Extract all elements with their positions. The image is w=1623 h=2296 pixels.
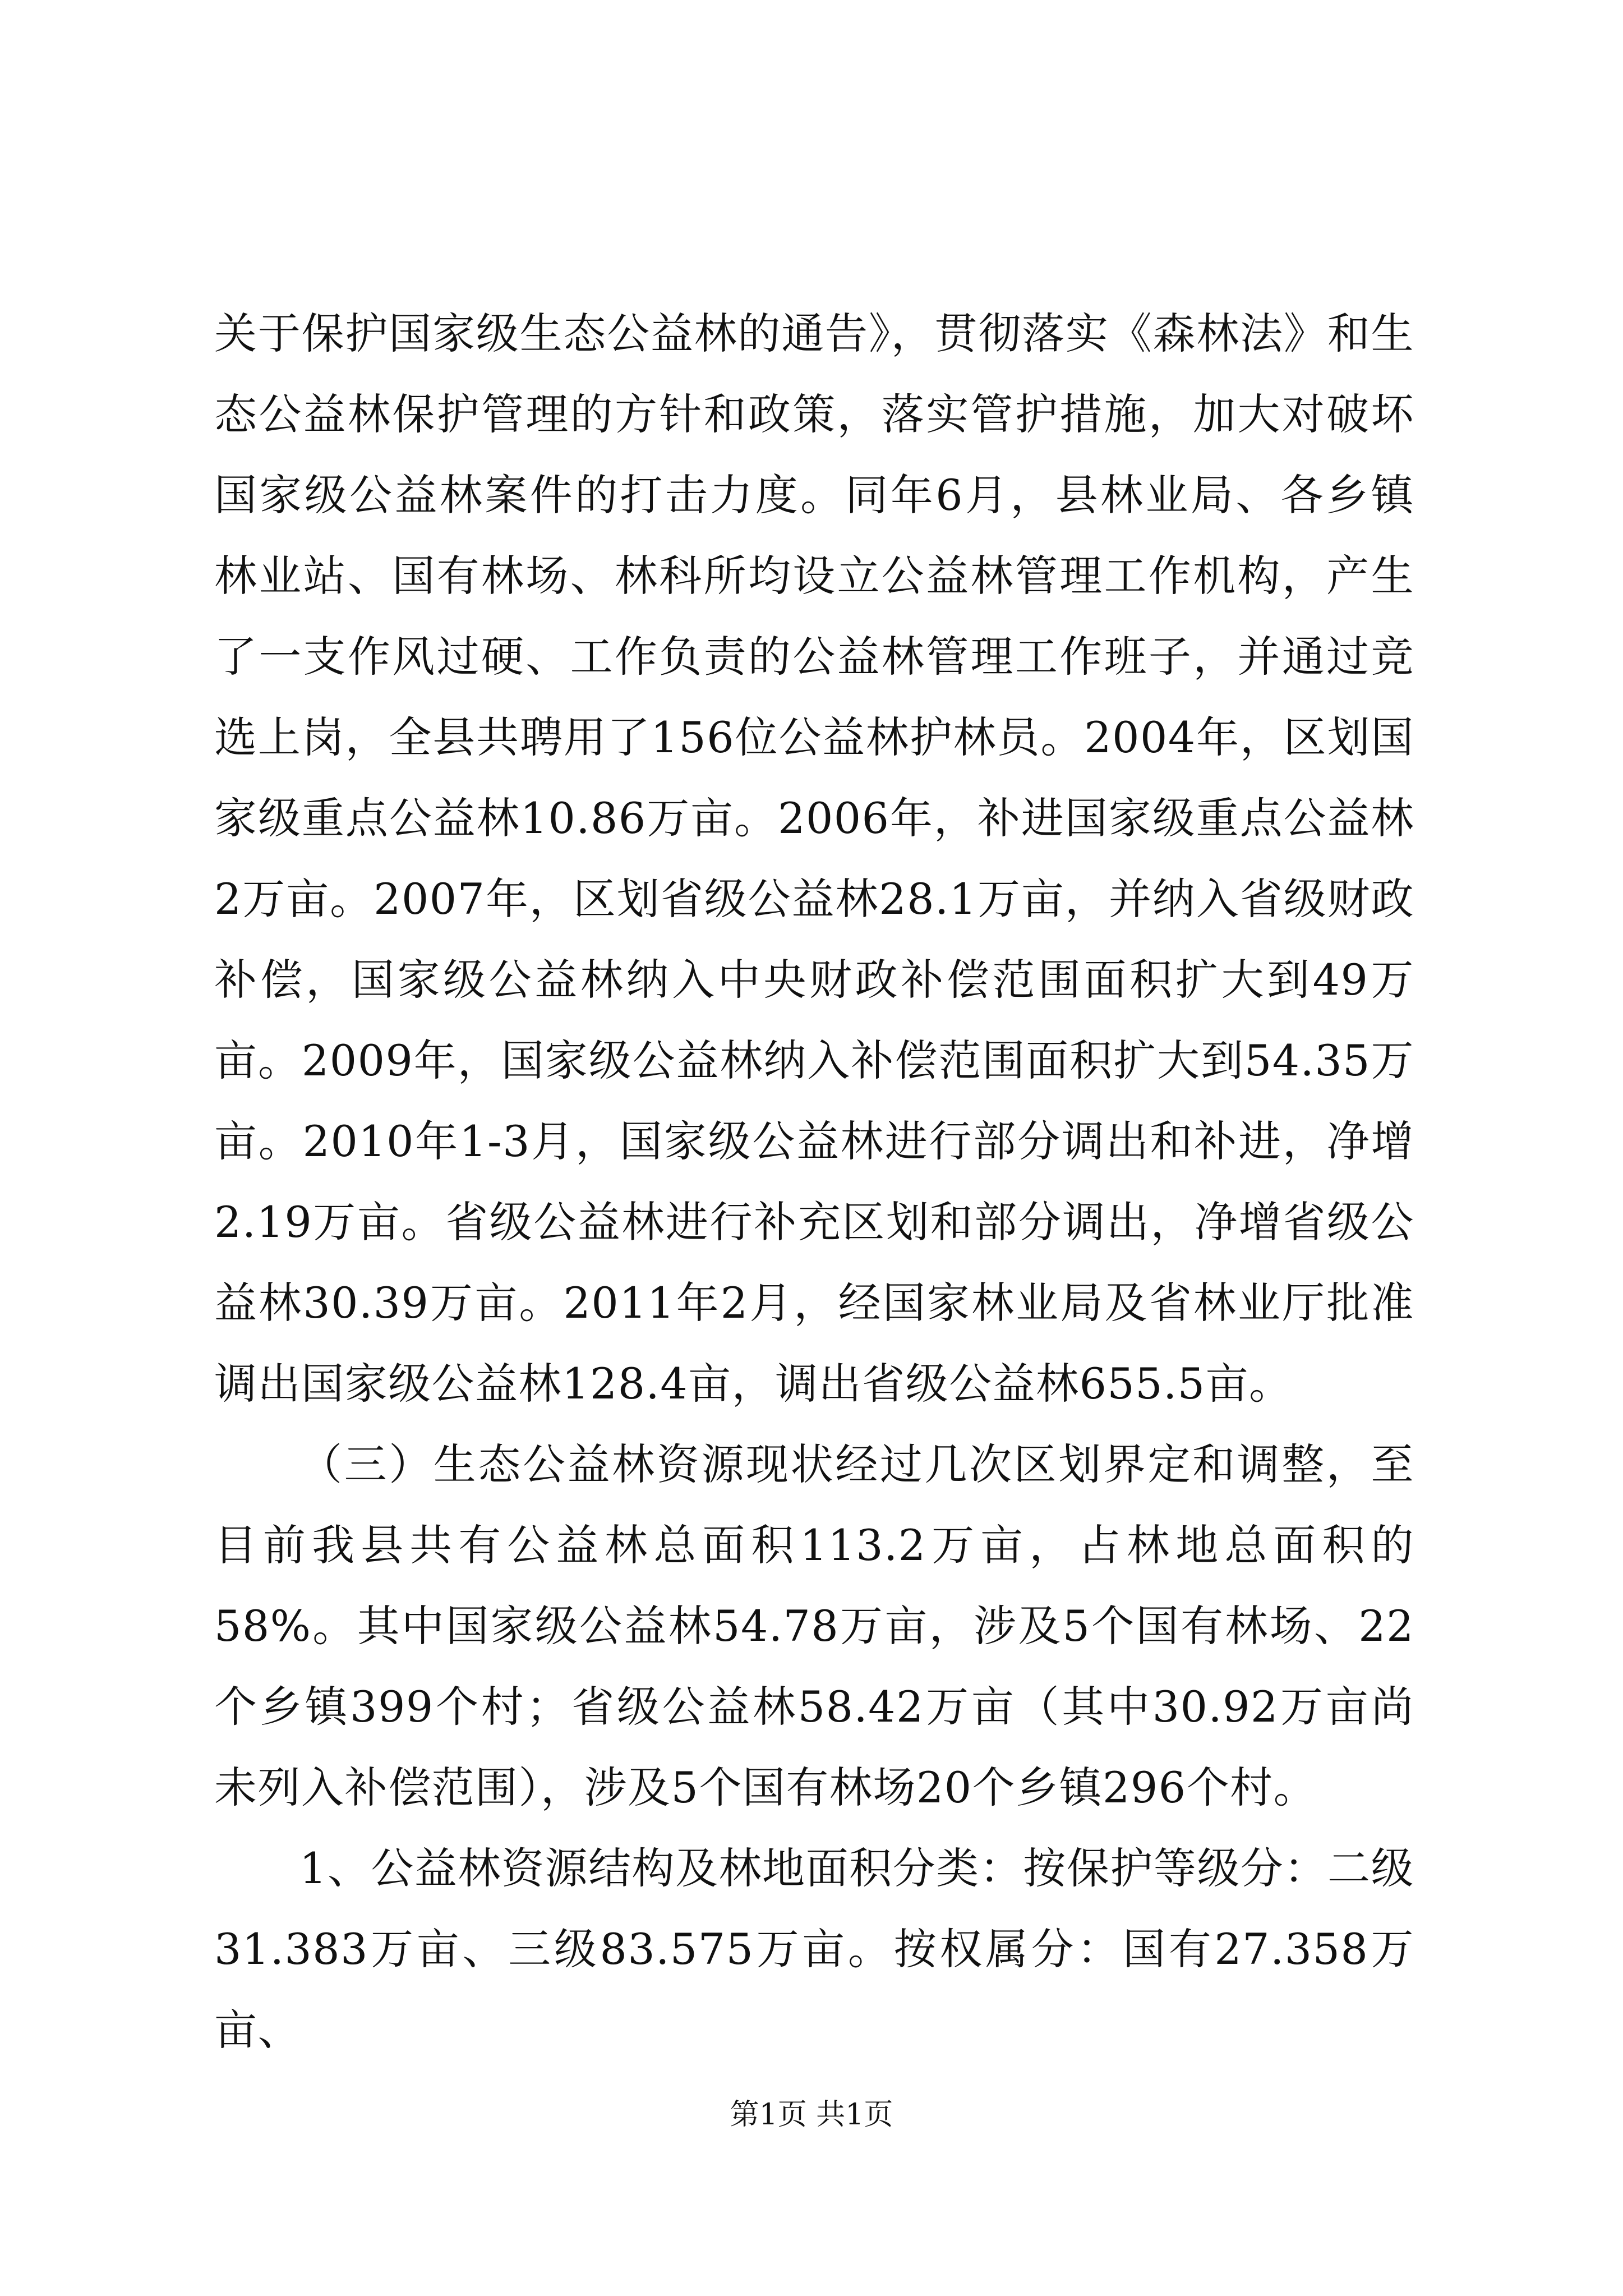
- paragraph-1: 关于保护国家级生态公益林的通告》，贯彻落实《森林法》和生态公益林保护管理的方针和政策，落实管护措施，加大对破坏国家级公益林案件的打击力度。同年6月，县林业局、各乡镇林业站、国有林场、林科所均设立公益林管理工作机构，产生了一支作风过硬、工作负责的公益林管理工作班子，并通过竞选上岗，全县共聘用了156位公益林护林员。2004年，区划国家级重点公益林10.86万亩。2006年，补进国家级重点公益林2万亩。2007年，区划省级公益林28.1万亩，并纳入省级财政补偿，国家级公益林纳入中央财政补偿范围面积扩大到49万亩。2009年，国家级公益林纳入补偿范围面积扩大到54.35万亩。2010年1-3月，国家级公益林进行部分调出和补进，净增2.19万亩。省级公益林进行补充区划和部分调出，净增省级公益林30.39万亩。2011年2月，经国家林业局及省林业厅批准调出国家级公益林128.4亩，调出省级公益林655.5亩。: [214, 309, 1414, 1409]
- paragraph-3: 1、公益林资源结构及林地面积分类：按保护等级分：二级31.383万亩、三级83.575万亩。按权属分：国有27.358万亩、: [214, 1843, 1414, 2055]
- page-footer: 第1页 共1页: [730, 2098, 893, 2132]
- paragraph-2: （三）生态公益林资源现状经过几次区划界定和调整，至目前我县共有公益林总面积113.2万亩，占林地总面积的58%。其中国家级公益林54.78万亩，涉及5个国有林场、22个乡镇399个村；省级公益林58.42万亩（其中30.92万亩尚未列入补偿范围），涉及5个国有林场20个乡镇296个村。: [214, 1439, 1414, 1812]
- document-body: [214, 293, 1414, 2070]
